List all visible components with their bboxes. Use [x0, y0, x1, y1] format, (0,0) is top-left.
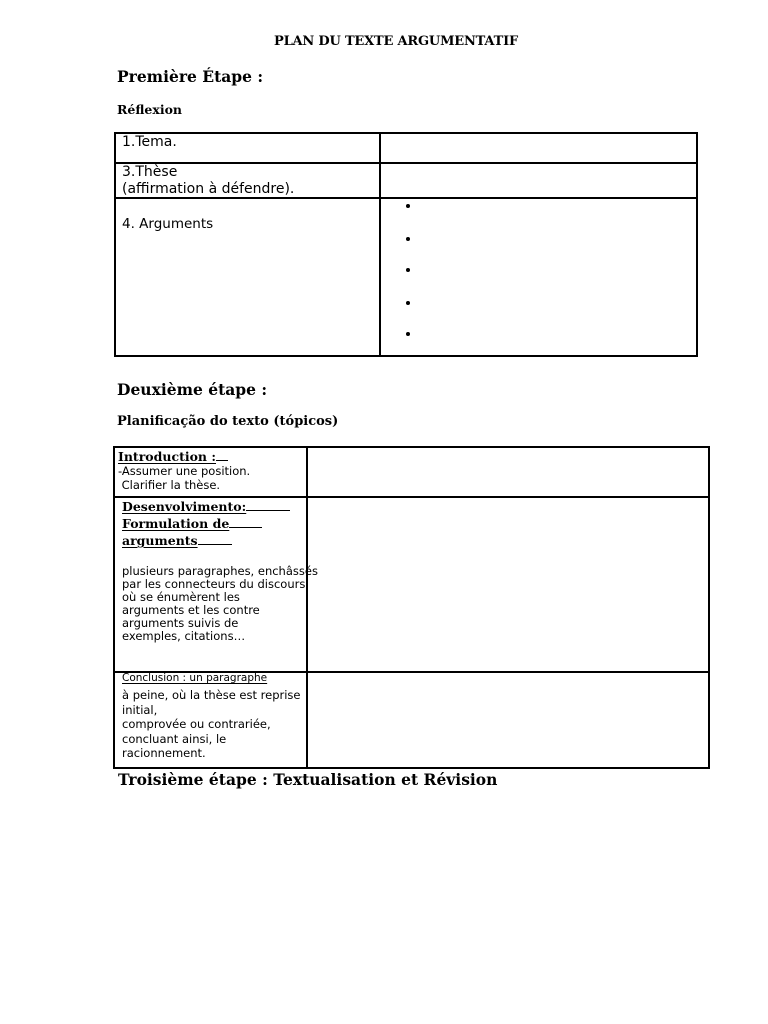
development-line: où se énumèrent les [122, 590, 240, 604]
reflection-table [114, 132, 698, 357]
thesis-label-line1: 3.Thèse [122, 164, 178, 180]
conclusion-line: initial, [122, 702, 158, 717]
development-line: plusieurs paragraphes, enchâssés [122, 564, 318, 578]
step2-subheading: Planificação do texto (tópicos) [117, 414, 339, 429]
development-line: arguments suivis de [122, 616, 239, 630]
underline-rule [216, 460, 228, 461]
development-title-line: Formulation de [122, 516, 230, 531]
development-title [122, 498, 290, 549]
development-line: arguments et les contre [122, 603, 260, 617]
bullet-icon [406, 268, 410, 272]
development-title-line: Desenvolvimento: [122, 499, 247, 514]
conclusion-text [122, 688, 307, 761]
conclusion-line: concluant ainsi, le [122, 731, 227, 746]
step3-heading: Troisième étape : Textualisation et Révision [118, 770, 498, 789]
thesis-label [122, 164, 294, 198]
planning-table [113, 446, 710, 769]
conclusion-line: comprovée ou contrariée, [122, 717, 271, 731]
arguments-label: 4. Arguments [122, 216, 214, 232]
conclusion-line: racionnement. [122, 746, 206, 760]
conclusion-line: à peine, où la thèse est reprise [122, 688, 301, 702]
underline-rule [198, 544, 232, 545]
underline-rule [246, 510, 290, 511]
document-title: PLAN DU TEXTE ARGUMENTATIF [274, 34, 518, 49]
development-title-line: arguments [122, 533, 198, 548]
development-text [122, 565, 322, 643]
introduction-title [118, 449, 228, 464]
thesis-label-line2: (affirmation à défendre). [122, 181, 295, 197]
theme-label: 1.Tema. [122, 134, 177, 150]
underline-rule [229, 527, 262, 528]
step1-heading: Première Étape : [117, 67, 264, 86]
development-line: exemples, citations… [122, 629, 246, 643]
introduction-text [118, 464, 250, 492]
conclusion-label-text: Conclusion : un paragraphe [122, 672, 268, 684]
bullet-icon [406, 301, 410, 305]
bullet-icon [406, 332, 410, 336]
step1-subheading: Réflexion [117, 102, 183, 117]
bullet-icon [406, 204, 410, 208]
introduction-line: Clarifier la thèse. [118, 478, 221, 492]
step2-heading: Deuxième étape : [117, 380, 268, 399]
introduction-title-text: Introduction : [118, 449, 216, 464]
introduction-line: -Assumer une position. [118, 464, 251, 478]
table-column-divider [379, 134, 381, 355]
development-line: par les connecteurs du discours, [122, 577, 309, 591]
conclusion-label [122, 672, 267, 684]
bullet-icon [406, 237, 410, 241]
